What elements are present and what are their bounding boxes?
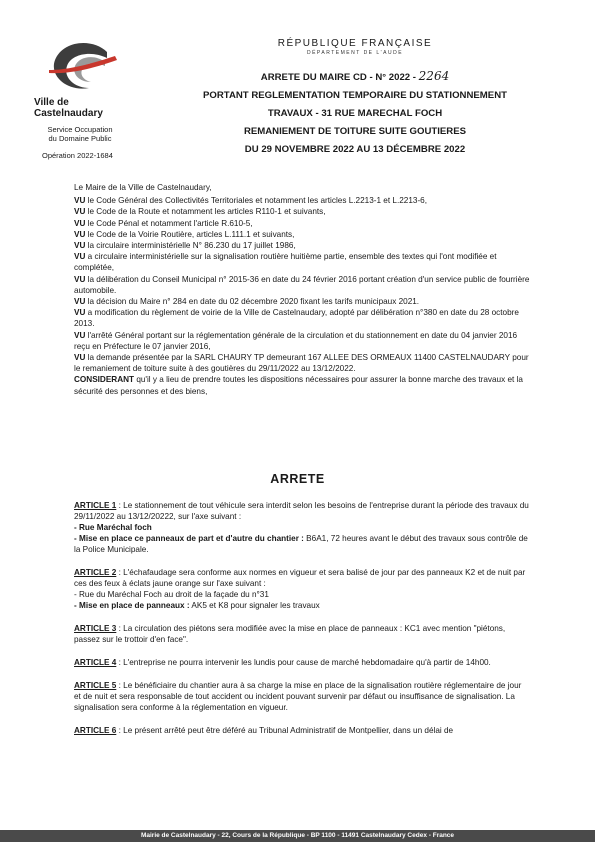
consideration: VU la délibération du Conseil Municipal n° 2015-36 en date du 24 février 2016 portant création d'un service public de fourrière automobile. (74, 274, 530, 295)
document-header (190, 38, 520, 156)
arrete-title: ARRETE (270, 472, 325, 486)
header-line-roofing: REMANIEMENT DE TOITURE SUITE GOUTIERES (243, 126, 467, 137)
castelnaudary-logo-icon (45, 40, 125, 95)
handwritten-arrete-number: 2264 (418, 69, 450, 83)
operation-number: Opération 2022-1684 (42, 151, 113, 160)
article-1-signs: - Mise en place ce panneaux de part et d'autre du chantier : B6A1, 72 heures avant le début des travaux sous contrôle de la Police Municipale. (74, 534, 528, 554)
articles (74, 500, 530, 748)
consideration: VU a circulaire interministérielle sur la signalisation routière huitième partie, ensemble des textes qui l'ont modifiée et complétée, (74, 252, 497, 273)
article-6: ARTICLE 6 : Le présent arrêté peut être déféré au Tribunal Administratif de Montpellier, dans un délai de (74, 726, 454, 735)
service-name: Service Occupation du Domaine Public (47, 125, 113, 143)
consideration: VU a modification du règlement de voirie de la Ville de Castelnaudary, adopté par délibération n°380 en date du 28 octobre 2013. (74, 308, 519, 329)
header-line-regulation: PORTANT REGLEMENTATION TEMPORAIRE DU STATIONNEMENT (203, 90, 507, 101)
city-name: Ville de Castelnaudary (34, 97, 103, 119)
preamble (74, 182, 530, 397)
arrete-number-line: ARRETE DU MAIRE CD - N° 2022 - 2264 (260, 69, 450, 83)
consideration: VU le Code de la Route et notamment les articles R110-1 et suivants, (74, 207, 326, 217)
consideration: VU le Code Pénal et notamment l'article R.610-5, (74, 218, 253, 228)
consideration: VU le Code de la Voirie Routière, articles L.111.1 et suivants, (74, 229, 295, 239)
header-line-dates: DU 29 NOVEMBRE 2022 AU 13 DÉCEMBRE 2022 (244, 144, 466, 155)
consideration: VU la décision du Maire n° 284 en date du 02 décembre 2020 fixant les tarifs municipaux 2021. (74, 297, 420, 307)
article-1-street: - Rue Maréchal foch (74, 523, 152, 532)
department-label: DÉPARTEMENT DE L'AUDE (306, 50, 404, 56)
consideration: VU l'arrêté Général portant sur la réglementation générale de la circulation et du stationnement en date du 04 janvier 2016 reçu en Préfecture le 07 janvier 2016, (74, 330, 518, 351)
article-4: ARTICLE 4 : L'entreprise ne pourra intervenir les lundis pour cause de marché hebdomadaire qu'à partir de 14h00. (74, 658, 491, 667)
article-2-street: - Rue du Maréchal Foch au droit de la façade du n°31 (74, 590, 269, 599)
consideration: VU le Code Général des Collectivités Territoriales et notamment les articles L.2213-1 et L.2213-6, (74, 196, 427, 206)
consideration: VU la demande présentée par la SARL CHAURY TP demeurant 167 ALLEE DES ORMEAUX 11400 CASTELNAUDARY pour le remaniement de toiture suite à des goutières du 29/11/2022 au 13/12/2022. (74, 353, 529, 374)
article-5: ARTICLE 5 : Le bénéficiaire du chantier aura à sa charge la mise en place de la signalisation routière réglementaire de jour et de nuit et sera responsable de tout accident ou incident pouvant survenir par défaut ou insuffisance de signalisation. La signalisation sera conforme à la réglementation en vigueur. (74, 681, 522, 712)
city-logo-block (30, 40, 140, 160)
mayor-line: Le Maire de la Ville de Castelnaudary, (74, 183, 212, 192)
republic-label: RÉPUBLIQUE FRANÇAISE (277, 38, 433, 49)
consideration: CONSIDERANT qu'il y a lieu de prendre toutes les dispositions nécessaires pour assurer la bonne marche des travaux et la sécurité des personnes et des biens, (74, 375, 523, 396)
article-2-signs: - Mise en place de panneaux : AK5 et K8 pour signaler les travaux (74, 601, 320, 610)
article-1: ARTICLE 1 : Le stationnement de tout véhicule sera interdit selon les besoins de l'entreprise durant la période des travaux du 29/11/2022 au 13/12/20222, sur l'axe suivant : - Rue Maréchal foch - Mise en place ce panneaux de part et d'autre du chantier : B6A1, 72 heures avant le début des travaux sous contrôle de la Police Municipale. (74, 501, 529, 554)
article-2: ARTICLE 2 : L'échafaudage sera conforme aux normes en vigueur et sera balisé de jour par des panneaux K2 et de nuit par ces des feux à éclats jaune orange sur l'axe suivant : - Rue du Maréchal Foch au droit de la façade du n°31 - Mise en place de panneaux : AK5 et K8 pour signaler les travaux (74, 567, 530, 611)
footer-address-bar: Mairie de Castelnaudary - 22, Cours de la République - BP 1100 - 11491 Castelnaudary Cedex - France (0, 830, 595, 842)
article-3: ARTICLE 3 : La circulation des piétons sera modifiée avec la mise en place de panneaux : KC1 avec mention "piétons, passez sur le trottoir d'en face". (74, 624, 506, 644)
consideration: VU la circulaire interministérielle N° 86.230 du 17 juillet 1986, (74, 241, 296, 251)
header-line-works: TRAVAUX - 31 RUE MARECHAL FOCH (267, 108, 443, 119)
